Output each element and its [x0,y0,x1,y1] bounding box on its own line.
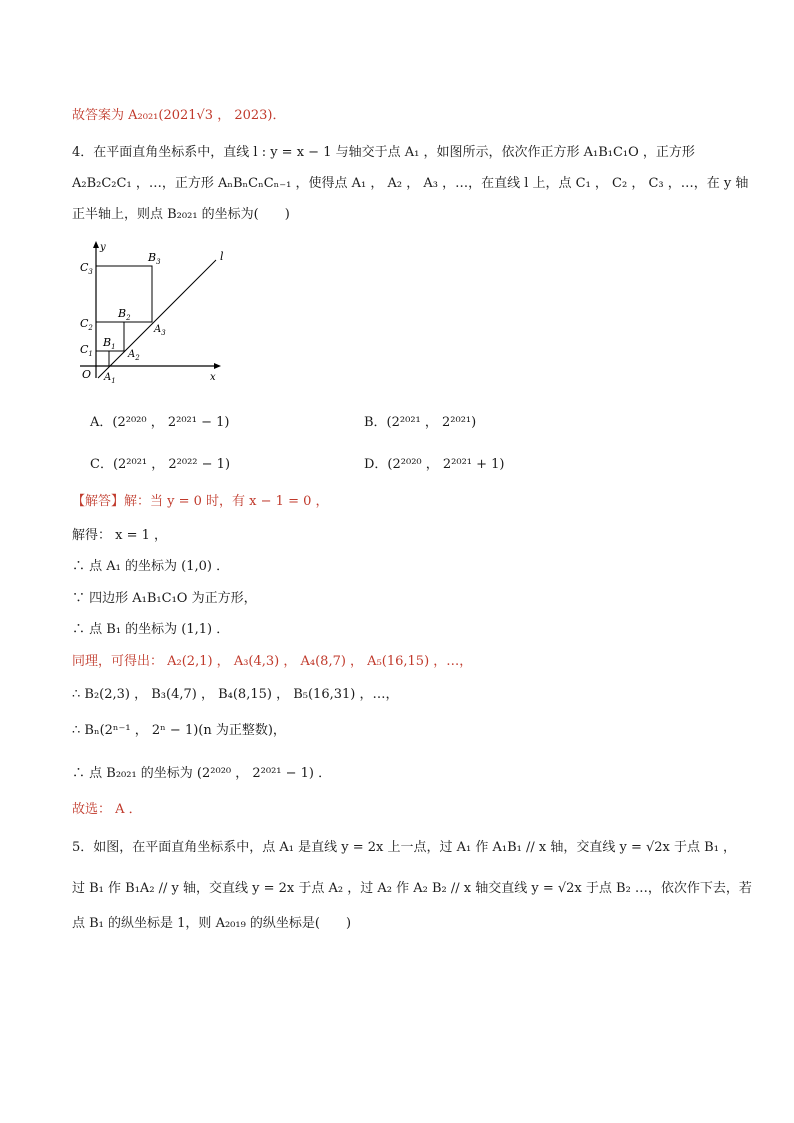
solution-line-3: ∴ 点 A₁ 的坐标为 (1,0) ． [72,559,230,574]
solution-line-6: 同理，可得出： A₂(2,1) ， A₃(4,3) ， A₄(8,7) ， A₅(16,15) ，…， [72,654,473,669]
solution-line-8: ∴ Bₙ(2ⁿ⁻¹ ， 2ⁿ − 1)(n 为正整数)， [72,723,286,738]
solution-line-4: ∵ 四边形 A₁B₁C₁O 为正方形， [72,591,257,606]
label-b3: $B_3$ [148,251,161,266]
label-a2: $A_2$ [128,349,140,362]
line-l [98,260,216,378]
q5-stem-line-2: 过 B₁ 作 B₁A₂ // y 轴，交直线 y = 2x 于点 A₂ ，过 A₂ 作 A₂ B₂ // x 轴交直线 y = √2x 于点 B₂ …，依次作下去，若 [72,881,752,896]
solution-line-1 [72,492,329,512]
label-l: l [220,250,224,263]
square-1 [96,351,109,366]
label-c2: $C_2$ [80,317,93,332]
q4-stem-line-1: 4．在平面直角坐标系中，直线 l : y = x − 1 与轴交于点 A₁ ，如图所示，依次作正方形 A₁B₁C₁O ，正方形 [72,145,695,160]
solution-line-9: ∴ 点 B₂₀₂₁ 的坐标为 (2²⁰²⁰ ， 2²⁰²¹ − 1) ． [72,766,332,781]
option-d: D．(2²⁰²⁰ ， 2²⁰²¹ + 1) [364,457,505,472]
q4-figure [72,238,242,388]
option-c: C．(2²⁰²¹ ， 2²⁰²² − 1) [90,457,231,472]
solution-step-1: 解：当 y = 0 时，有 x − 1 = 0 ， [124,494,329,509]
solution-line-10: 故选： A ． [72,802,142,817]
q5-stem-line-3: 点 B₁ 的纵坐标是 1，则 A₂₀₁₉ 的纵坐标是( ) [72,916,352,931]
label-b1: $B_1$ [103,336,116,351]
q4-stem-line-3: 正半轴上，则点 B₂₀₂₁ 的坐标为( ) [72,207,290,222]
label-y: y [100,242,106,253]
label-c1: $C_1$ [80,343,93,358]
label-a3: $A_3$ [154,324,166,337]
label-c3: $C_3$ [80,261,93,276]
x-axis-arrow [214,363,221,369]
solution-line-2: 解得： x = 1 ， [72,528,168,543]
option-a: A．(2²⁰²⁰ ， 2²⁰²¹ − 1) [90,415,230,430]
y-axis-arrow [93,241,99,248]
option-b: B．(2²⁰²¹ ， 2²⁰²¹) [364,415,477,430]
q4-stem-line-2: A₂B₂C₂C₁ ，…，正方形 AₙBₙCₙCₙ₋₁ ，使得点 A₁ ， A₂ ， A₃ ，…，在直线 l 上，点 C₁ ， C₂ ， C₃ ，…，在 y 轴 [72,176,749,191]
label-o: O [82,368,92,381]
solution-line-7: ∴ B₂(2,3) ， B₃(4,7) ， B₄(8,15) ， B₅(16,31) ，…， [72,687,399,702]
solution-tag: 【解答】 [72,494,125,509]
solution-line-5: ∴ 点 B₁ 的坐标为 (1,1) ． [72,622,230,637]
previous-answer: 故答案为 A₂₀₂₁(2021√3 ， 2023)． [72,108,286,123]
label-x: x [210,372,216,383]
q5-stem-line-1: 5．如图，在平面直角坐标系中，点 A₁ 是直线 y = 2x 上一点，过 A₁ 作 A₁B₁ // x 轴，交直线 y = √2x 于点 B₁ ， [72,840,737,855]
label-b2: $B_2$ [118,307,131,322]
label-a1: $A_1$ [104,372,116,385]
